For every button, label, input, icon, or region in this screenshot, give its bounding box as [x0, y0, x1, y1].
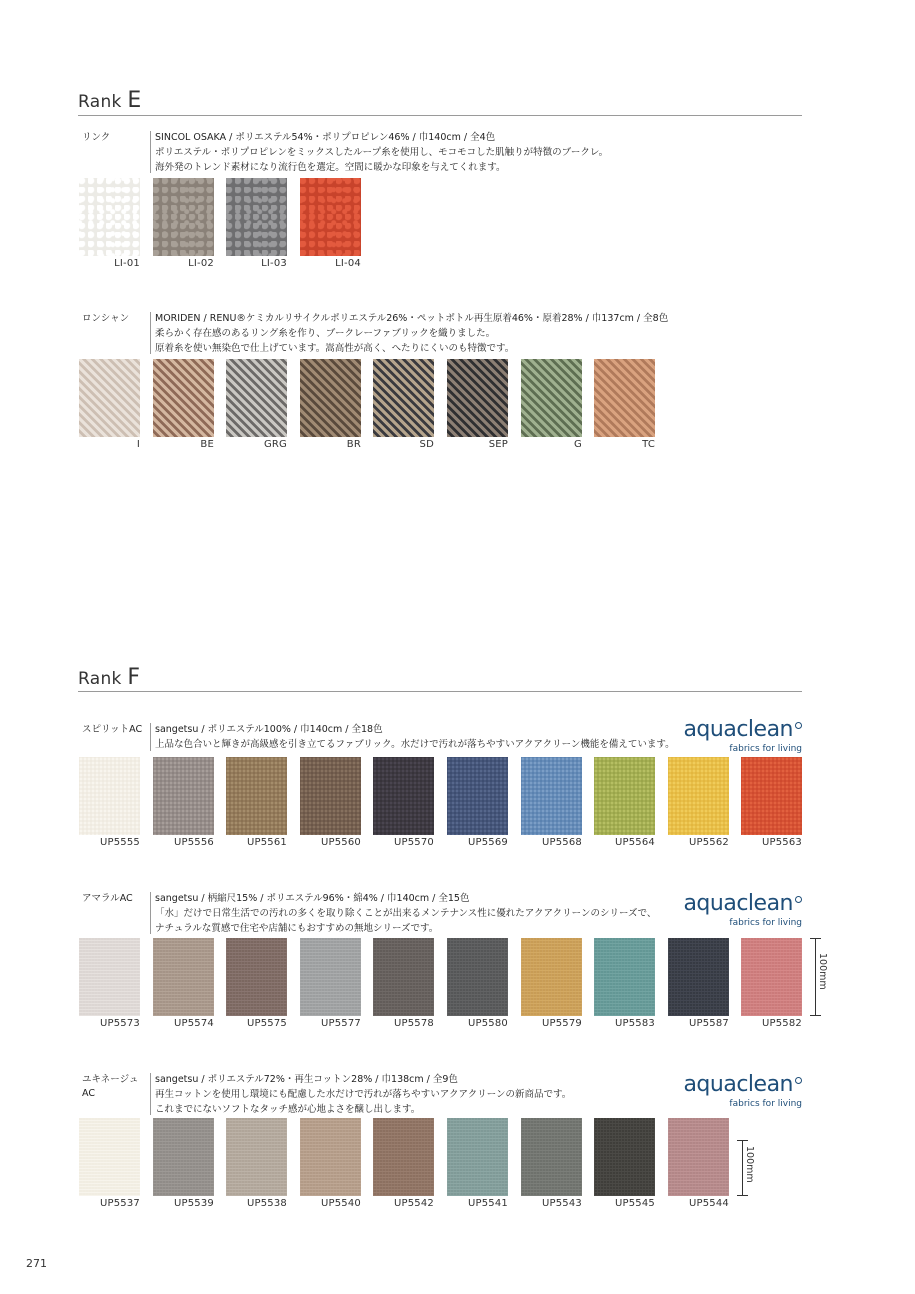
swatch-label: TC — [642, 439, 655, 450]
swatch-label: UP5537 — [100, 1198, 140, 1209]
fabric-swatch — [79, 757, 140, 835]
desc-line: 海外発のトレンド素材になり流行色を選定。空間に暖かな印象を与えてくれます。 — [155, 162, 506, 173]
fabric-swatch — [153, 757, 214, 835]
product-name: ユキネージュ AC — [82, 1074, 139, 1099]
scale-indicator — [737, 1140, 755, 1196]
swatch-label: UP5540 — [321, 1198, 361, 1209]
fabric-swatch — [300, 757, 361, 835]
swatch-label: UP5539 — [174, 1198, 214, 1209]
fabric-swatch — [373, 359, 434, 437]
rank-f-divider — [78, 691, 802, 692]
product-divider — [150, 131, 151, 173]
swatch-label: BE — [200, 439, 214, 450]
product-divider — [150, 312, 151, 354]
fabric-swatch — [226, 359, 287, 437]
fabric-swatch — [594, 1118, 655, 1196]
ring-icon — [795, 896, 802, 903]
swatch-label: UP5579 — [542, 1018, 582, 1029]
fabric-swatch — [521, 938, 582, 1016]
desc-line: これまでにないソフトなタッチ感が心地よさを醸し出します。 — [155, 1104, 421, 1115]
product-description — [155, 891, 685, 936]
fabric-swatch — [373, 938, 434, 1016]
rank-label: Rank — [78, 92, 122, 112]
fabric-swatch — [300, 938, 361, 1016]
brand-tagline: fabrics for living — [729, 918, 802, 928]
fabric-swatch — [447, 359, 508, 437]
rank-letter: F — [127, 665, 141, 690]
ring-icon — [795, 722, 802, 729]
scale-indicator — [810, 938, 828, 1016]
swatch-label: UP5561 — [247, 837, 287, 848]
swatch-label: UP5542 — [394, 1198, 434, 1209]
swatch-label: UP5541 — [468, 1198, 508, 1209]
fabric-swatch — [79, 359, 140, 437]
swatch-label: UP5538 — [247, 1198, 287, 1209]
rank-f-title — [78, 665, 140, 690]
swatch-label: UP5577 — [321, 1018, 361, 1029]
swatch-label: UP5578 — [394, 1018, 434, 1029]
product-description — [155, 722, 685, 752]
swatch-label: UP5573 — [100, 1018, 140, 1029]
swatch-label: UP5564 — [615, 837, 655, 848]
swatch-label: BR — [346, 439, 361, 450]
fabric-swatch — [373, 757, 434, 835]
swatch-label: UP5574 — [174, 1018, 214, 1029]
product-description — [155, 311, 685, 356]
swatch-label: UP5556 — [174, 837, 214, 848]
fabric-swatch — [153, 938, 214, 1016]
fabric-swatch — [373, 1118, 434, 1196]
rank-label: Rank — [78, 669, 122, 689]
product-divider — [150, 892, 151, 934]
fabric-swatch — [226, 1118, 287, 1196]
swatch-label: UP5544 — [689, 1198, 729, 1209]
spec-line: sangetsu / 柄縮尺15% / ポリエステル96%・綿4% / 巾140cm / 全15色 — [155, 893, 470, 904]
swatch-label: UP5563 — [762, 837, 802, 848]
fabric-swatch — [300, 359, 361, 437]
product-name: スピリットAC — [82, 724, 143, 735]
rank-e-title — [78, 88, 142, 113]
ring-icon — [795, 1077, 802, 1084]
desc-line: 再生コットンを使用し環境にも配慮した水だけで汚れが落ちやすいアクアクリーンの新商品です。 — [155, 1089, 572, 1100]
page-number: 271 — [26, 1257, 47, 1270]
scale-label: 100mm — [817, 953, 828, 990]
fabric-swatch — [153, 178, 214, 256]
swatch-label: UP5555 — [100, 837, 140, 848]
desc-line: ナチュラルな質感で住宅や店舗にもおすすめの無地シリーズです。 — [155, 923, 439, 934]
fabric-swatch — [521, 359, 582, 437]
fabric-swatch — [447, 1118, 508, 1196]
swatch-label: LI-01 — [114, 258, 140, 269]
swatch-label: LI-03 — [261, 258, 287, 269]
desc-line: 「水」だけで日常生活での汚れの多くを取り除くことが出来るメンテナンス性に優れたアクアクリーンのシリーズで、 — [155, 908, 657, 919]
fabric-swatch — [153, 1118, 214, 1196]
fabric-swatch — [594, 757, 655, 835]
spec-line: sangetsu / ポリエステル100% / 巾140cm / 全18色 — [155, 724, 383, 735]
fabric-swatch — [226, 178, 287, 256]
fabric-swatch — [741, 757, 802, 835]
fabric-swatch — [668, 1118, 729, 1196]
swatch-label: UP5543 — [542, 1198, 582, 1209]
fabric-swatch — [79, 1118, 140, 1196]
desc-line: 原着糸を使い無染色で仕上げています。嵩高性が高く、へたりにくいのも特徴です。 — [155, 343, 515, 354]
fabric-swatch — [447, 757, 508, 835]
swatch-label: UP5545 — [615, 1198, 655, 1209]
fabric-swatch — [447, 938, 508, 1016]
product-description — [155, 1072, 685, 1117]
swatch-label: SEP — [488, 439, 508, 450]
swatch-label: UP5580 — [468, 1018, 508, 1029]
fabric-swatch — [226, 757, 287, 835]
fabric-swatch — [226, 938, 287, 1016]
swatch-label: UP5569 — [468, 837, 508, 848]
fabric-swatch — [594, 359, 655, 437]
desc-line: 上品な色合いと輝きが高級感を引き立てるファブリック。水だけで汚れが落ちやすいアクアクリーン機能を備えています。 — [155, 739, 675, 750]
spec-line: SINCOL OSAKA / ポリエステル54%・ポリプロピレン46% / 巾140cm / 全4色 — [155, 132, 496, 143]
fabric-swatch — [79, 178, 140, 256]
swatch-label: UP5560 — [321, 837, 361, 848]
aquaclean-logo — [683, 1073, 802, 1109]
fabric-swatch — [79, 938, 140, 1016]
fabric-swatch — [521, 757, 582, 835]
brand-tagline: fabrics for living — [729, 1099, 802, 1109]
fabric-swatch — [300, 178, 361, 256]
brand-wordmark: aquaclean — [683, 1072, 793, 1097]
product-description — [155, 130, 685, 175]
fabric-swatch — [668, 938, 729, 1016]
brand-wordmark: aquaclean — [683, 717, 793, 742]
desc-line: 柔らかく存在感のあるリング糸を作り、ブークレーファブリックを織りました。 — [155, 328, 496, 339]
swatch-label: UP5570 — [394, 837, 434, 848]
spec-line: sangetsu / ポリエステル72%・再生コットン28% / 巾138cm / 全9色 — [155, 1074, 458, 1085]
swatch-label: I — [136, 439, 140, 450]
fabric-swatch — [153, 359, 214, 437]
product-name: ロンシャン — [82, 313, 130, 324]
swatch-label: UP5575 — [247, 1018, 287, 1029]
fabric-swatch — [668, 757, 729, 835]
swatch-label: UP5583 — [615, 1018, 655, 1029]
swatch-label: LI-04 — [335, 258, 361, 269]
brand-wordmark: aquaclean — [683, 891, 793, 916]
swatch-label: UP5562 — [689, 837, 729, 848]
swatch-label: G — [574, 439, 582, 450]
swatch-label: SD — [419, 439, 434, 450]
spec-line: MORIDEN / RENU®ケミカルリサイクルポリエステル26%・ペットボトル再生原着46%・原着28% / 巾137cm / 全8色 — [155, 313, 669, 324]
fabric-swatch — [300, 1118, 361, 1196]
swatch-label: LI-02 — [188, 258, 214, 269]
fabric-swatch — [741, 938, 802, 1016]
scale-label: 100mm — [744, 1146, 755, 1183]
swatch-label: UP5587 — [689, 1018, 729, 1029]
swatch-label: UP5568 — [542, 837, 582, 848]
aquaclean-logo — [683, 892, 802, 928]
swatch-label: UP5582 — [762, 1018, 802, 1029]
swatch-label: GRG — [263, 439, 287, 450]
fabric-swatch — [594, 938, 655, 1016]
brand-tagline: fabrics for living — [729, 744, 802, 754]
rank-letter: E — [127, 88, 142, 113]
fabric-swatch — [521, 1118, 582, 1196]
product-name: アマラルAC — [82, 893, 133, 904]
product-name: リンク — [82, 132, 111, 143]
aquaclean-logo — [683, 718, 802, 754]
rank-e-divider — [78, 115, 802, 116]
desc-line: ポリエステル・ポリプロピレンをミックスしたループ糸を使用し、モコモコした肌触りが特徴のブークレ。 — [155, 147, 609, 158]
product-divider — [150, 1073, 151, 1115]
product-divider — [150, 723, 151, 751]
